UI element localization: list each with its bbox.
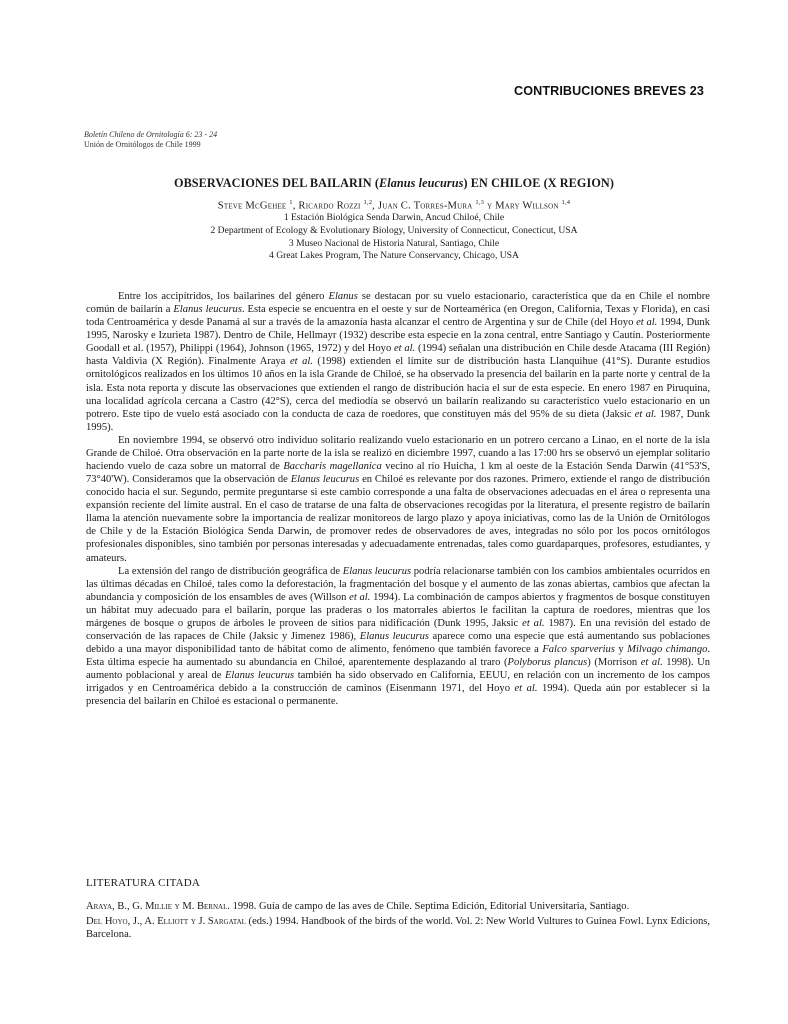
affiliation-line: 2 Department of Ecology & Evolutionary Biology, University of Connecticut, Conecticut, USA xyxy=(210,224,578,236)
reference-list xyxy=(86,900,710,943)
italic-term: et al. xyxy=(349,591,371,603)
italic-term: et al. xyxy=(289,356,313,368)
text-run: Entre los accipítridos, los bailarines del género xyxy=(118,291,329,302)
text-run: en Chiloé es relevante por dos razones. Primero, extiende el rango de distribución conocido hacia el sur. Segundo, permite preguntarse si este cambio corresponde a una falta de observaciones adecuadas en el área o representa una expansión reciente del límite austral. En el caso de tratarse de una falta de observaciones recogidas por la literatura, el presente registro de bailarín llama la atención nuevamente sobre la importancia de realizar monitoreos de largo plazo y apoya iniciativas, como las de la Unión de Ornitólogos de Chile y de la Estación Biológica Senda Darwin, de promover redes de observadores de aves, integradas no sólo por los pocos ornitólogos profesionales disponibles, sino también por personas interesadas y adecuadamente entrenadas, tales como guardaparques, profesores, estudiantes, y amateurs. xyxy=(86,474,710,564)
literature-heading: LITERATURA CITADA xyxy=(86,877,201,889)
body-paragraph xyxy=(86,290,710,434)
italic-term: et al. xyxy=(394,343,416,355)
text-run: también ha sido observado en California, EEUU, en relación con un incremento de los campos irrigados y en Centroamérica debido a la construcción de caminos (Eisenmann 1971, del Hoyo xyxy=(86,670,710,695)
text-run: . Esta última especie ha aumentado su abundancia en Chiloé, aparentemente desplazando al traro ( xyxy=(86,644,711,669)
italic-term: et al. xyxy=(636,317,658,329)
reference-details: (eds.) 1994. Handbook of the birds of the world. Vol. 2: New World Vultures to Guinea Fowl. Lynx Edicions, Barcelona. xyxy=(86,916,710,941)
text-run: 1994). La combinación de campos abiertos y fragmentos de bosque constituyen un hábitat muy adecuado para el bailarín, porque las praderas o los matorrales abiertos le facilitan la captura de roedores, mientras que los márgenes de bosque o grupos de árboles le proveen de sitios para nidificación (Dunk 1995, Jaksic xyxy=(86,591,710,629)
author-affiliation-marker: 1,4 xyxy=(561,199,571,206)
reference-authors: Del Hoyo, J., A. Elliott y J. Sargatal xyxy=(86,916,246,928)
italic-term: et al. xyxy=(514,683,538,695)
author-affiliation-marker: 1,3 xyxy=(475,199,485,206)
running-header: CONTRIBUCIONES BREVES 23 xyxy=(514,84,704,98)
text-run: se destacan por su vuelo estacionario, característica que da en Chile el nombre común de bailarín a xyxy=(86,291,710,316)
author-name: Juan C. Torres-Mura xyxy=(377,200,473,212)
author-name: Mary Willson xyxy=(495,200,559,212)
journal-citation xyxy=(84,130,217,149)
author-affiliation-marker: 1 xyxy=(289,199,293,206)
author-list xyxy=(0,199,788,212)
affiliation-line: 3 Museo Nacional de Historia Natural, Santiago, Chile xyxy=(288,237,500,249)
italic-term: Elanus leucurus xyxy=(173,304,242,316)
italic-term: Elanus leucurus xyxy=(290,474,360,486)
reference-entry xyxy=(86,900,710,913)
text-run: vecino al río Huicha, 1 km al oeste de la Estación Senda Darwin (41°53'S, 73°40'W). Consideramos que la observación de xyxy=(86,461,711,486)
body-paragraph xyxy=(86,434,710,565)
text-run: La extensión del rango de distribución geográfica de xyxy=(118,565,343,577)
text-run: ) (Morrison xyxy=(587,657,641,669)
text-run: 1998). Un aumento poblacional y areal de xyxy=(86,657,711,682)
text-run: En noviembre 1994, se observó otro individuo solitario realizando vuelo estacionario en un potrero cercano a Linao, en el norte de la isla Grande de Chiloé. Otra observación en la parte norte de la isla se realizó en diciembre 1997, cuando a las 17:00 hrs se observó un ejemplar solitario haciendo vuelo de caza sobre un matorral de xyxy=(86,434,710,473)
text-run: 1994, Dunk 1995, Narosky e Izurieta 1987). Dentro de Chile, Hellmayr (1932) describe esta especie en la zona central, entre Santiago y Cautín. Posteriormente Goodall et al. (1957), Philippi (1964), Johnson (1965, 1972) y del Hoyo xyxy=(86,317,710,355)
italic-term: Baccharis magellanica xyxy=(283,461,382,473)
author-separator: , xyxy=(292,200,299,212)
italic-term: Elanus leucurus xyxy=(359,631,429,643)
title-prefix: OBSERVACIONES DEL BAILARIN ( xyxy=(174,176,379,190)
article-title xyxy=(0,176,788,191)
text-run: 1987, Dunk 1995). xyxy=(86,408,711,433)
author-separator: y xyxy=(484,200,496,212)
title-species: Elanus leucurus xyxy=(379,176,464,190)
journal-publisher-line: Unión de Ornitólogos de Chile 1999 xyxy=(84,139,201,149)
affiliation-list xyxy=(0,212,788,263)
reference-entry xyxy=(86,915,710,941)
italic-term: et al. xyxy=(634,408,657,420)
reference-details: 1998. Guía de campo de las aves de Chile. Septima Edición, Editorial Universitaria, Santiago. xyxy=(230,901,630,912)
italic-term: Milvago chimango xyxy=(627,644,708,656)
reference-authors: Araya, B., G. Millie y M. Bernal. xyxy=(86,901,230,912)
italic-term: Polyborus plancus xyxy=(507,657,588,669)
text-run: (1994) señalan una distribución en Chile desde Atacama (III Región) hasta Valdivia (X Región). Finalmente Araya xyxy=(86,343,711,368)
italic-term: Elanus leucurus xyxy=(224,670,295,682)
text-run: . Esta especie se encuentra en el oeste y sur de Norteamérica (en Oregon, California, Texas y Florida), en casi toda Centroamérica y desde Panamá al sur a través de la amazonía hasta alcanzar el centro de Argentina y sur de Chile (del Hoyo xyxy=(86,304,710,329)
text-run: (1998) extienden el límite sur de distribución hasta Llanquihue (41°S). Durante estudios ornitológicos realizados en los últimos 10 años en la isla Grande de Chiloé, se ha observado la presencia del bailarín en la parte norte y central de la isla. Esta nota reporta y discute las observaciones que extienden el rango de distribución hacia el sur de esta especie. En enero 1987 en Piruquina, una localidad agrícola cercana a Castro (42°S), cerca del mediodía se observó un bailarín realizando su característico vuelo estacionario en un potrero. Este tipo de vuelo está asociado con la conducta de caza de roedores, que constituyen más del 95% de su dieta (Jaksic xyxy=(86,356,710,420)
author-name: Steve McGehee xyxy=(217,200,287,212)
text-run: 1994). Queda aún por establecer si la presencia del bailarín en Chiloé es estacional o permanente. xyxy=(86,683,710,708)
italic-term: Elanus xyxy=(328,291,358,302)
text-run: podría relacionarse también con los cambios ambientales ocurridos en las últimas décadas en Chiloé, tales como la deforestación, la fragmentación del bosque y el aumento de las zonas abiertas, cambios que afectan la abundancia y composición de los ensambles de aves (Willson xyxy=(86,565,710,603)
title-suffix: ) EN CHILOE (X REGION) xyxy=(463,176,614,190)
body-paragraph xyxy=(86,565,710,709)
italic-term: et al. xyxy=(522,617,545,629)
article-body xyxy=(86,290,710,709)
italic-term: Elanus leucurus xyxy=(342,565,412,577)
affiliation-line: 4 Great Lakes Program, The Nature Conservancy, Chicago, USA xyxy=(269,250,519,262)
affiliation-line: 1 Estación Biológica Senda Darwin, Ancud Chiloé, Chile xyxy=(283,212,505,223)
author-affiliation-marker: 1,2 xyxy=(363,199,373,206)
text-run: y xyxy=(614,644,628,656)
italic-term: et al. xyxy=(640,657,663,669)
author-separator: , xyxy=(372,200,378,212)
author-name: Ricardo Rozzi xyxy=(298,200,361,212)
text-run: 1987). En una revisión del estado de conservación de las rapaces de Chile (Jaksic y Jimenez 1986), xyxy=(86,617,711,643)
text-run: aparece como una especie que está aumentando sus poblaciones debido a una mayor disponibilidad tanto de hábitat como de alimento, fenómeno que también favorece a xyxy=(86,631,710,656)
journal-citation-line: Boletín Chileno de Ornitología 6: 23 - 24 xyxy=(84,130,218,139)
italic-term: Falco sparverius xyxy=(542,644,615,656)
